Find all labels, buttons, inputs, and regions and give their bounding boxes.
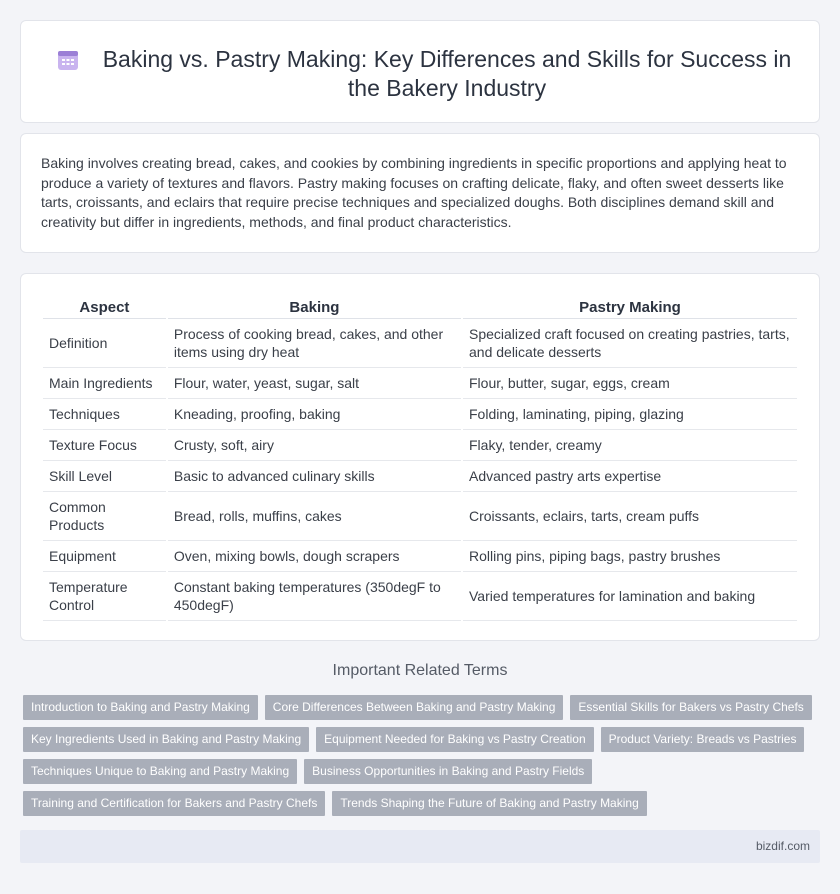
related-term-tag[interactable]: Training and Certification for Bakers and Pastry Chefs [23,791,325,816]
related-term-tag[interactable]: Product Variety: Breads vs Pastries [601,727,805,752]
table-row [43,572,797,621]
related-term-tag[interactable]: Core Differences Between Baking and Pastry Making [265,695,564,720]
table-cell: Oven, mixing bowls, dough scrapers [168,541,461,572]
table-cell: Flour, water, yeast, sugar, salt [168,368,461,399]
header-aspect: Aspect [43,296,166,319]
footer [20,830,820,863]
table-cell: Texture Focus [43,430,166,461]
comparison-card [20,273,820,641]
table-cell: Specialized craft focused on creating pastries, tarts, and delicate desserts [463,319,797,368]
related-term-tag[interactable]: Equipment Needed for Baking vs Pastry Creation [316,727,593,752]
tag-row [20,727,820,752]
table-cell: Definition [43,319,166,368]
table-row [43,319,797,368]
related-terms-title: Important Related Terms [332,662,508,679]
page-title: Baking vs. Pastry Making: Key Differences and Skills for Success in the Bakery Industry [102,46,792,101]
table-row [43,461,797,492]
related-term-tag[interactable]: Techniques Unique to Baking and Pastry Making [23,759,297,784]
header-pastry: Pastry Making [463,296,797,319]
table-cell: Equipment [43,541,166,572]
comparison-table [41,296,799,621]
intro-card [20,133,820,253]
table-header-row [43,296,797,319]
related-terms [20,695,820,823]
tag-row [20,791,820,816]
table-cell: Folding, laminating, piping, glazing [463,399,797,430]
header-card [20,20,820,123]
table-cell: Techniques [43,399,166,430]
table-row [43,430,797,461]
calendar-icon [57,49,79,71]
table-cell: Kneading, proofing, baking [168,399,461,430]
intro-text: Baking involves creating bread, cakes, and cookies by combining ingredients in specific proportions and applying heat to produce a variety of textures and flavors. Pastry making focuses on crafting delicate, flaky, and often sweet desserts like tarts, croissants, and eclairs that require precise techniques and specialized doughs. Both disciplines demand skill and creativity but differ in ingredients, methods, and final product characteristics. [41,155,787,230]
table-cell: Bread, rolls, muffins, cakes [168,492,461,541]
related-term-tag[interactable]: Key Ingredients Used in Baking and Pastry Making [23,727,309,752]
tag-row [20,759,820,784]
table-cell: Rolling pins, piping bags, pastry brushes [463,541,797,572]
related-term-tag[interactable]: Trends Shaping the Future of Baking and Pastry Making [332,791,646,816]
header-baking: Baking [168,296,461,319]
table-cell: Common Products [43,492,166,541]
footer-brand-link[interactable]: bizdif.com [755,839,810,853]
table-cell: Temperature Control [43,572,166,621]
tag-row [20,695,820,720]
table-row [43,541,797,572]
table-cell: Croissants, eclairs, tarts, cream puffs [463,492,797,541]
table-row [43,492,797,541]
table-cell: Varied temperatures for lamination and baking [463,572,797,621]
table-cell: Basic to advanced culinary skills [168,461,461,492]
table-cell: Advanced pastry arts expertise [463,461,797,492]
table-cell: Crusty, soft, airy [168,430,461,461]
table-cell: Process of cooking bread, cakes, and other items using dry heat [168,319,461,368]
table-cell: Skill Level [43,461,166,492]
table-row [43,399,797,430]
related-term-tag[interactable]: Business Opportunities in Baking and Pastry Fields [304,759,592,784]
table-cell: Flaky, tender, creamy [463,430,797,461]
table-cell: Main Ingredients [43,368,166,399]
table-cell: Constant baking temperatures (350degF to 450degF) [168,572,461,621]
table-row [43,368,797,399]
related-term-tag[interactable]: Essential Skills for Bakers vs Pastry Chefs [570,695,811,720]
table-cell: Flour, butter, sugar, eggs, cream [463,368,797,399]
related-term-tag[interactable]: Introduction to Baking and Pastry Making [23,695,258,720]
